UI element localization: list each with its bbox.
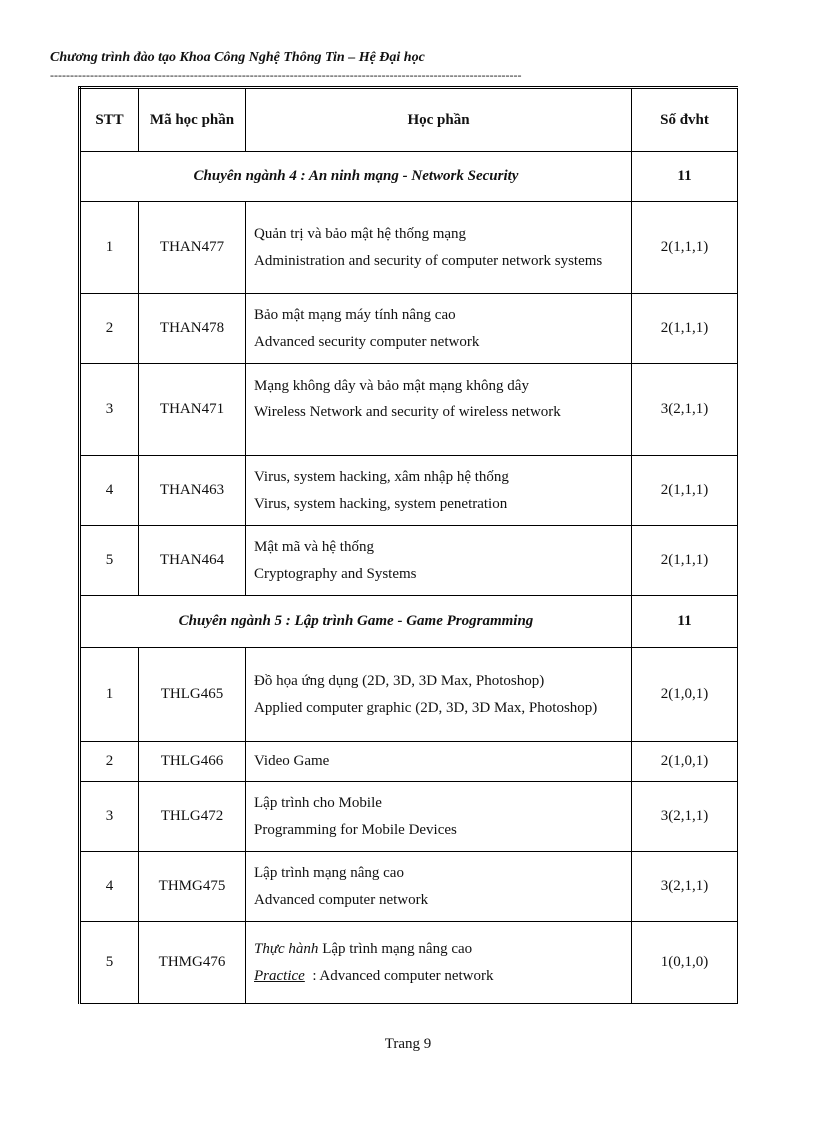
course-credits: 2(1,1,1): [632, 456, 738, 526]
curriculum-table: [78, 86, 738, 1004]
course-name-en-text: : Advanced computer network: [304, 967, 494, 984]
course-name: [246, 742, 632, 782]
table-row: [80, 526, 738, 596]
course-name: [246, 294, 632, 364]
course-name: [246, 922, 632, 1004]
course-name-en: Advanced computer network: [254, 891, 429, 908]
course-name-en: Cryptography and Systems: [254, 565, 417, 582]
specialization-title: Chuyên ngành 5 : Lập trình Game - Game Programming: [80, 596, 632, 648]
course-name-en: Administration and security of computer network systems: [254, 252, 603, 269]
practice-prefix-en: Practice: [254, 967, 305, 984]
row-index: 3: [80, 364, 139, 456]
course-credits: 3(2,1,1): [632, 852, 738, 922]
column-header-code: Mã học phần: [139, 88, 246, 152]
table-row: [80, 456, 738, 526]
course-name-vi: Bảo mật mạng máy tính nâng cao: [254, 307, 456, 324]
specialization-title: Chuyên ngành 4 : An ninh mạng - Network Security: [80, 152, 632, 202]
course-credits: 1(0,1,0): [632, 922, 738, 1004]
course-code: THLG465: [139, 648, 246, 742]
course-name-vi: Quản trị và bảo mật hệ thống mạng: [254, 226, 467, 243]
course-name-vi: [254, 939, 623, 959]
course-code: THAN463: [139, 456, 246, 526]
table-row: [80, 782, 738, 852]
table-row: [80, 294, 738, 364]
table-row: [80, 202, 738, 294]
course-name-vi: Video Game: [254, 753, 330, 770]
column-header-name: Học phần: [246, 88, 632, 152]
row-index: 4: [80, 852, 139, 922]
course-code: THLG472: [139, 782, 246, 852]
course-name-en: Virus, system hacking, system penetration: [254, 495, 508, 512]
course-credits: 2(1,1,1): [632, 294, 738, 364]
row-index: 3: [80, 782, 139, 852]
practice-prefix-vi: Thực hành: [254, 941, 319, 958]
course-credits: 2(1,0,1): [632, 648, 738, 742]
header-divider: ----------------------------------------------------------------------------------------------------------------------: [50, 68, 522, 82]
course-name-vi: Đồ họa ứng dụng (2D, 3D, 3D Max, Photoshop): [254, 673, 545, 690]
table-row: [80, 648, 738, 742]
course-credits: 2(1,1,1): [632, 526, 738, 596]
specialization-total-credits: 11: [632, 596, 738, 648]
row-index: 1: [80, 648, 139, 742]
course-name-en: Advanced security computer network: [254, 333, 480, 350]
course-name-vi: Virus, system hacking, xâm nhập hệ thống: [254, 469, 509, 486]
course-name-vi: Lập trình cho Mobile: [254, 795, 382, 812]
table-row: [80, 922, 738, 1004]
course-credits: 2(1,1,1): [632, 202, 738, 294]
course-name-en: Wireless Network and security of wireless network: [254, 404, 561, 421]
course-name-en: [254, 966, 623, 986]
course-credits: 3(2,1,1): [632, 364, 738, 456]
column-header-stt: STT: [80, 88, 139, 152]
column-header-credits: Số đvht: [632, 88, 738, 152]
row-index: 4: [80, 456, 139, 526]
course-name: [246, 456, 632, 526]
course-code: THMG476: [139, 922, 246, 1004]
row-index: 2: [80, 742, 139, 782]
course-name: [246, 782, 632, 852]
course-name: [246, 852, 632, 922]
specialization-total-credits: 11: [632, 152, 738, 202]
course-name: [246, 526, 632, 596]
course-credits: 3(2,1,1): [632, 782, 738, 852]
course-name-en: Programming for Mobile Devices: [254, 821, 457, 838]
table-header-row: [80, 88, 738, 152]
row-index: 1: [80, 202, 139, 294]
course-credits: 2(1,0,1): [632, 742, 738, 782]
course-name-vi-text: Lập trình mạng nâng cao: [318, 941, 473, 958]
course-name: [246, 364, 632, 456]
row-index: 2: [80, 294, 139, 364]
specialization-row: [80, 596, 738, 648]
table-row: [80, 852, 738, 922]
course-name: [246, 648, 632, 742]
course-code: THAN478: [139, 294, 246, 364]
document-header: Chương trình đào tạo Khoa Công Nghệ Thông Tin – Hệ Đại học: [50, 50, 425, 65]
course-name-vi: Lập trình mạng nâng cao: [254, 865, 404, 882]
course-name: [246, 202, 632, 294]
course-name-en: Applied computer graphic (2D, 3D, 3D Max, Photoshop): [254, 699, 598, 716]
row-index: 5: [80, 922, 139, 1004]
course-code: THAN477: [139, 202, 246, 294]
course-name-vi: Mật mã và hệ thống: [254, 539, 374, 556]
table-row: [80, 364, 738, 456]
specialization-row: [80, 152, 738, 202]
course-name-vi: Mạng không dây và bảo mật mạng không dây: [254, 378, 529, 394]
row-index: 5: [80, 526, 139, 596]
page-number: Trang 9: [384, 1036, 432, 1052]
course-code: THLG466: [139, 742, 246, 782]
course-code: THAN471: [139, 364, 246, 456]
course-code: THAN464: [139, 526, 246, 596]
table-row: [80, 742, 738, 782]
course-code: THMG475: [139, 852, 246, 922]
